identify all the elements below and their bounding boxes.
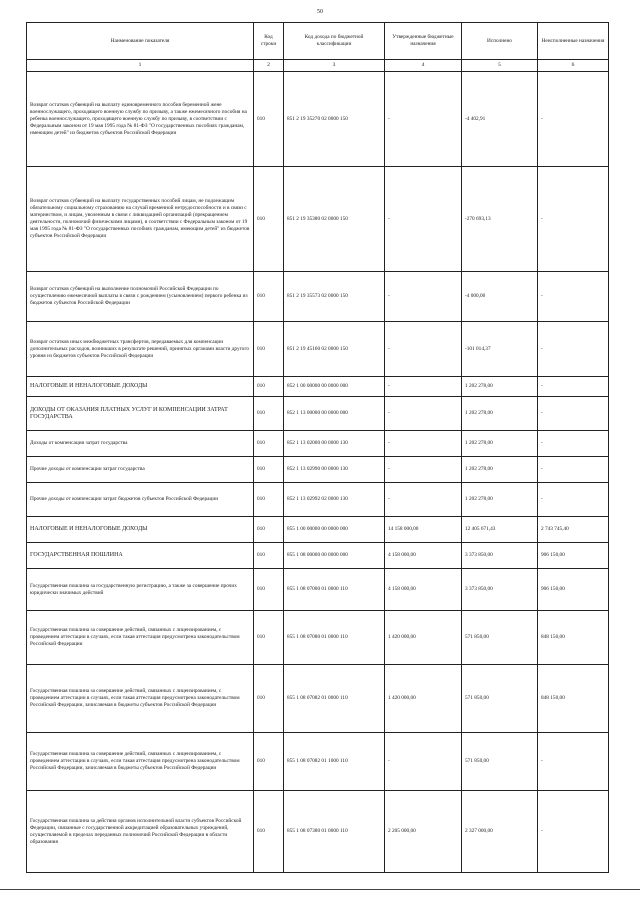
row-name: Прочие доходы от компенсации затрат бюджетов субъектов Российской Федерации bbox=[27, 483, 254, 517]
row-approved: - bbox=[385, 483, 462, 517]
table-row bbox=[27, 517, 609, 543]
row-name: ГОСУДАРСТВЕННАЯ ПОШЛИНА bbox=[27, 543, 254, 569]
table-row bbox=[27, 322, 609, 377]
table-row bbox=[27, 167, 609, 272]
row-income-code: 851 2 19 35380 02 0000 150 bbox=[284, 167, 385, 272]
row-unexecuted: - bbox=[538, 272, 609, 322]
row-executed: 1 202 278,00 bbox=[462, 397, 538, 431]
row-executed: -4 000,00 bbox=[462, 272, 538, 322]
row-unexecuted: 906 150,00 bbox=[538, 569, 609, 611]
header-name: Наименование показателя bbox=[27, 23, 254, 60]
row-unexecuted: - bbox=[538, 791, 609, 873]
row-executed: 3 373 850,00 bbox=[462, 543, 538, 569]
header-executed: Исполнено bbox=[462, 23, 538, 60]
header-income-code: Код дохода по бюджетной классификации bbox=[284, 23, 385, 60]
table-row bbox=[27, 72, 609, 167]
row-approved: - bbox=[385, 431, 462, 457]
row-unexecuted: - bbox=[538, 483, 609, 517]
row-executed: 2 327 000,00 bbox=[462, 791, 538, 873]
row-name: Государственная пошлина за государственную регистрацию, а также за совершение прочих юридически значимых действий bbox=[27, 569, 254, 611]
row-approved: - bbox=[385, 272, 462, 322]
row-line-code: 010 bbox=[254, 72, 284, 167]
table-row bbox=[27, 483, 609, 517]
row-executed: 1 202 278,00 bbox=[462, 483, 538, 517]
row-income-code: 852 1 13 00000 00 0000 000 bbox=[284, 397, 385, 431]
column-number-row bbox=[27, 60, 609, 72]
row-income-code: 855 1 08 00000 00 0000 000 bbox=[284, 543, 385, 569]
row-income-code: 855 1 08 07000 01 0000 110 bbox=[284, 569, 385, 611]
row-income-code: 855 1 00 00000 00 0000 000 bbox=[284, 517, 385, 543]
row-approved: - bbox=[385, 397, 462, 431]
header-line-code: Код строки bbox=[254, 23, 284, 60]
table-row bbox=[27, 457, 609, 483]
row-unexecuted: - bbox=[538, 167, 609, 272]
row-unexecuted: - bbox=[538, 431, 609, 457]
row-approved: 4 158 000,00 bbox=[385, 543, 462, 569]
column-number: 2 bbox=[254, 60, 284, 72]
table-row bbox=[27, 791, 609, 873]
row-line-code: 010 bbox=[254, 733, 284, 791]
row-name: Государственная пошлина за действия органов исполнительной власти субъектов Российской Федерации, связанные с государственной аккредитацией образовательных учреждений, осуществляемой в пределах переданных полномочий Российской Федерации в области образования bbox=[27, 791, 254, 873]
row-line-code: 010 bbox=[254, 791, 284, 873]
column-number: 5 bbox=[462, 60, 538, 72]
table-row bbox=[27, 569, 609, 611]
column-number: 3 bbox=[284, 60, 385, 72]
row-line-code: 010 bbox=[254, 397, 284, 431]
row-income-code: 852 1 00 00000 00 0000 000 bbox=[284, 377, 385, 397]
row-unexecuted: - bbox=[538, 322, 609, 377]
row-executed: 1 202 278,00 bbox=[462, 457, 538, 483]
row-approved: - bbox=[385, 457, 462, 483]
row-unexecuted: - bbox=[538, 733, 609, 791]
table-row bbox=[27, 272, 609, 322]
row-name: Прочие доходы от компенсации затрат государства bbox=[27, 457, 254, 483]
revenue-report-table bbox=[26, 22, 609, 873]
row-executed: -101 014,37 bbox=[462, 322, 538, 377]
row-income-code: 852 1 13 02990 00 0000 130 bbox=[284, 457, 385, 483]
row-unexecuted: 848 150,00 bbox=[538, 665, 609, 733]
column-number: 6 bbox=[538, 60, 609, 72]
row-line-code: 010 bbox=[254, 322, 284, 377]
row-executed: -270 693,13 bbox=[462, 167, 538, 272]
row-name: Доходы от компенсации затрат государства bbox=[27, 431, 254, 457]
row-unexecuted: - bbox=[538, 457, 609, 483]
row-approved: - bbox=[385, 167, 462, 272]
row-executed: 1 202 278,00 bbox=[462, 377, 538, 397]
row-unexecuted: 848 150,00 bbox=[538, 611, 609, 665]
row-income-code: 852 1 13 02000 00 0000 130 bbox=[284, 431, 385, 457]
row-income-code: 851 2 19 45160 02 0000 150 bbox=[284, 322, 385, 377]
row-income-code: 855 1 08 07082 01 0000 110 bbox=[284, 665, 385, 733]
row-name: Возврат остатков субвенций на выполнение полномочий Российской Федерации по осуществлению ежемесячной выплаты в связи с рождением (усыновлением) первого ребенка из бюджетов субъектов Российской Федерации bbox=[27, 272, 254, 322]
row-line-code: 010 bbox=[254, 611, 284, 665]
row-name: Возврат остатков субвенций на выплату государственных пособий лицам, не подлежащим обязательному социальному страхованию на случай временной нетрудоспособности и в связи с материнством, и лицам, уволенным в связи с ликвидацией организаций (прекращением деятельности, полномочий физическими лицами), в соответствии с Федеральным законом от 19 мая 1995 года № 81-ФЗ "О государственных пособиях гражданам, имеющим детей" из бюджетов субъектов Российской Федерации bbox=[27, 167, 254, 272]
row-name: Государственная пошлина за совершение действий, связанных с лицензированием, с проведением аттестации в случаях, если такая аттестация предусмотрена законодательством Российской Федерации, зачисляемая в бюджеты субъектов Российской Федерации bbox=[27, 665, 254, 733]
row-approved: 14 158 000,00 bbox=[385, 517, 462, 543]
row-unexecuted: 906 150,00 bbox=[538, 543, 609, 569]
table-row bbox=[27, 397, 609, 431]
row-line-code: 010 bbox=[254, 517, 284, 543]
row-approved: 1 420 000,00 bbox=[385, 665, 462, 733]
row-name: Государственная пошлина за совершение действий, связанных с лицензированием, с проведением аттестации в случаях, если такая аттестация предусмотрена законодательством Российской Федерации bbox=[27, 611, 254, 665]
row-approved: - bbox=[385, 377, 462, 397]
header-approved: Утвержденные бюджетные назначения bbox=[385, 23, 462, 60]
row-executed: 3 373 850,00 bbox=[462, 569, 538, 611]
row-executed: 571 850,00 bbox=[462, 611, 538, 665]
row-line-code: 010 bbox=[254, 483, 284, 517]
row-approved: 4 158 000,00 bbox=[385, 569, 462, 611]
row-executed: 12 405 671,43 bbox=[462, 517, 538, 543]
row-income-code: 855 1 08 07380 01 0000 110 bbox=[284, 791, 385, 873]
row-line-code: 010 bbox=[254, 543, 284, 569]
row-line-code: 010 bbox=[254, 167, 284, 272]
row-name: НАЛОГОВЫЕ И НЕНАЛОГОВЫЕ ДОХОДЫ bbox=[27, 377, 254, 397]
column-number: 1 bbox=[27, 60, 254, 72]
row-line-code: 010 bbox=[254, 272, 284, 322]
header-unexecuted: Неисполненные назначения bbox=[538, 23, 609, 60]
row-income-code: 851 2 19 35573 02 0000 150 bbox=[284, 272, 385, 322]
row-income-code: 855 1 08 07082 01 1000 110 bbox=[284, 733, 385, 791]
page-bottom-rule bbox=[0, 889, 640, 890]
row-name: Государственная пошлина за совершение действий, связанных с лицензированием, с проведением аттестации в случаях, если такая аттестация предусмотрена законодательством Российской Федерации, зачисляемая в бюджеты субъектов Российской Федерации bbox=[27, 733, 254, 791]
row-executed: 571 850,00 bbox=[462, 733, 538, 791]
row-unexecuted: - bbox=[538, 72, 609, 167]
table-row bbox=[27, 543, 609, 569]
row-unexecuted: - bbox=[538, 397, 609, 431]
row-line-code: 010 bbox=[254, 569, 284, 611]
row-income-code: 852 1 13 02992 02 0000 130 bbox=[284, 483, 385, 517]
row-income-code: 851 2 19 35270 02 0000 150 bbox=[284, 72, 385, 167]
row-unexecuted: 2 743 745,40 bbox=[538, 517, 609, 543]
row-executed: 571 850,00 bbox=[462, 665, 538, 733]
row-approved: - bbox=[385, 322, 462, 377]
row-name: НАЛОГОВЫЕ И НЕНАЛОГОВЫЕ ДОХОДЫ bbox=[27, 517, 254, 543]
table-row bbox=[27, 431, 609, 457]
row-unexecuted: - bbox=[538, 377, 609, 397]
row-approved: 2 205 000,00 bbox=[385, 791, 462, 873]
header-row bbox=[27, 23, 609, 60]
row-line-code: 010 bbox=[254, 431, 284, 457]
row-line-code: 010 bbox=[254, 377, 284, 397]
table-row bbox=[27, 611, 609, 665]
table-row bbox=[27, 377, 609, 397]
row-approved: - bbox=[385, 72, 462, 167]
row-approved: 1 420 000,00 bbox=[385, 611, 462, 665]
page-number: 50 bbox=[317, 9, 323, 15]
table-row bbox=[27, 665, 609, 733]
row-name: Возврат остатков субвенций на выплату единовременного пособия беременной жене военнослужащего, проходящего военную службу по призыву, а также ежемесячного пособия на ребенка военнослужащего, проходящего военную службу по призыву, в соответствии с Федеральным законом от 19 мая 1995 года № 81-ФЗ "О государственных пособиях гражданам, имеющим детей" из бюджетов субъектов Российской Федерации bbox=[27, 72, 254, 167]
row-name: ДОХОДЫ ОТ ОКАЗАНИЯ ПЛАТНЫХ УСЛУГ И КОМПЕНСАЦИИ ЗАТРАТ ГОСУДАРСТВА bbox=[27, 397, 254, 431]
row-executed: -4 402,91 bbox=[462, 72, 538, 167]
table-row bbox=[27, 733, 609, 791]
row-approved: - bbox=[385, 733, 462, 791]
row-executed: 1 202 278,00 bbox=[462, 431, 538, 457]
row-line-code: 010 bbox=[254, 457, 284, 483]
row-name: Возврат остатков иных межбюджетных трансфертов, передаваемых для компенсации дополнительных расходов, возникших в результате решений, принятых органами власти другого уровня из бюджетов субъектов Российской Федерации bbox=[27, 322, 254, 377]
row-income-code: 855 1 08 07080 01 0000 110 bbox=[284, 611, 385, 665]
row-line-code: 010 bbox=[254, 665, 284, 733]
column-number: 4 bbox=[385, 60, 462, 72]
